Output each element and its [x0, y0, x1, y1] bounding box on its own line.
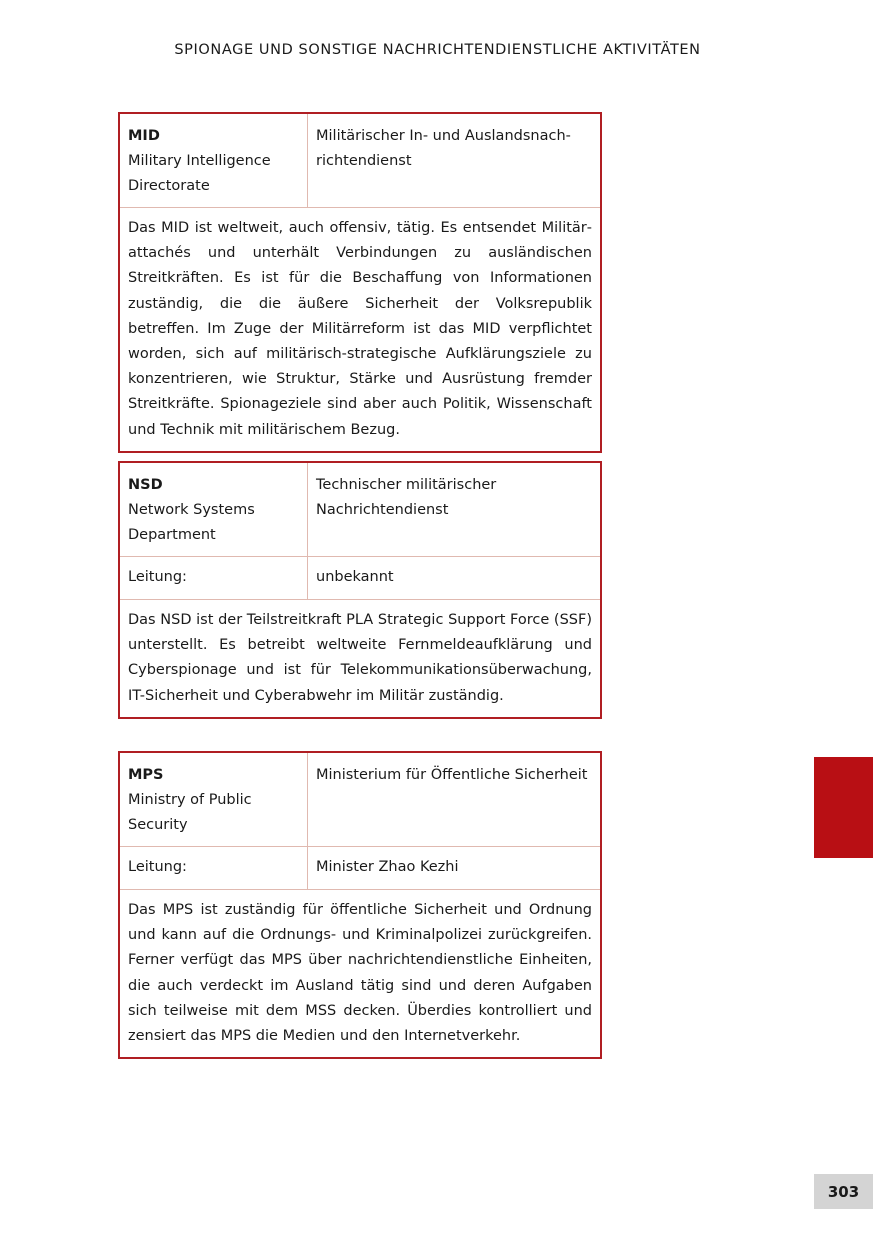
agency-name-row	[120, 114, 600, 208]
chapter-tab-marker	[814, 757, 873, 858]
agency-description: Das MPS ist zuständig für öffentliche Sicherheit und Ordnung und kann auf die Ordnungs- und Kriminalpolizei zurückgreifen. Ferner verfügt das MPS über nachrichtendienstliche Einheiten, die auch verdeckt im Ausland tätig sind und deren Aufgaben sich teilweise mit dem MSS decken. Überdies kontrolliert und zensiert das MPS die Medien und den Internetverkehr.	[128, 902, 592, 1045]
agency-english-name: Network Systems Department	[128, 502, 255, 543]
agency-name-row	[120, 463, 600, 557]
agency-identifier-cell	[120, 114, 308, 207]
agency-german-name: Militärischer In- und Auslandsnachrichtendienst	[316, 128, 571, 169]
running-header: SPIONAGE UND SONSTIGE NACHRICHTENDIENSTLICHE AKTIVITÄTEN	[174, 42, 701, 58]
agency-description: Das NSD ist der Teilstreitkraft PLA Strategic Support Force (SSF) unterstellt. Es betreibt weltweite Fernmeldeaufklärung und Cyberspionage und ist für Telekommunikationsüberwachung, IT-Sicherheit und Cyberabwehr im Militär zuständig.	[128, 612, 592, 704]
agency-abbreviation: MPS	[128, 767, 164, 783]
leitung-row	[120, 847, 600, 890]
agency-identifier-cell	[120, 753, 308, 846]
leitung-label: Leitung:	[120, 557, 308, 599]
agency-german-name: Technischer militärischer Nachrichtendienst	[316, 477, 497, 518]
leitung-label: Leitung:	[120, 847, 308, 889]
agency-box-mid	[118, 112, 602, 453]
leitung-value: Minister Zhao Kezhi	[316, 859, 459, 875]
agency-english-name: Military Intelligence Directorate	[128, 153, 271, 194]
agency-description: Das MID ist weltweit, auch offensiv, tätig. Es entsendet Militärattachés und unterhält Verbindungen zu ausländischen Streitkräften. Es ist für die Beschaffung von Informationen zuständig, die die äußere Sicherheit der Volksrepublik betreffen. Im Zuge der Militärreform ist das MID verpflichtet worden, sich auf militärisch-strategische Aufklärungsziele zu konzentrieren, wie Struktur, Stärke und Ausrüstung fremder Streitkräfte. Spionageziele sind aber auch Politik, Wissenschaft und Technik mit militärischem Bezug.	[128, 220, 592, 438]
leitung-row	[120, 557, 600, 600]
leitung-value: unbekannt	[316, 569, 394, 585]
agency-abbreviation: NSD	[128, 477, 163, 493]
agency-abbreviation: MID	[128, 128, 160, 144]
agency-name-row	[120, 753, 600, 847]
agency-box-nsd	[118, 461, 602, 719]
agency-box-mps	[118, 751, 602, 1059]
page-number: 303	[814, 1174, 873, 1209]
agency-german-name: Ministerium für Öffentliche Sicherheit	[316, 767, 588, 783]
agency-english-name: Ministry of Public Security	[128, 792, 252, 833]
agency-identifier-cell	[120, 463, 308, 556]
